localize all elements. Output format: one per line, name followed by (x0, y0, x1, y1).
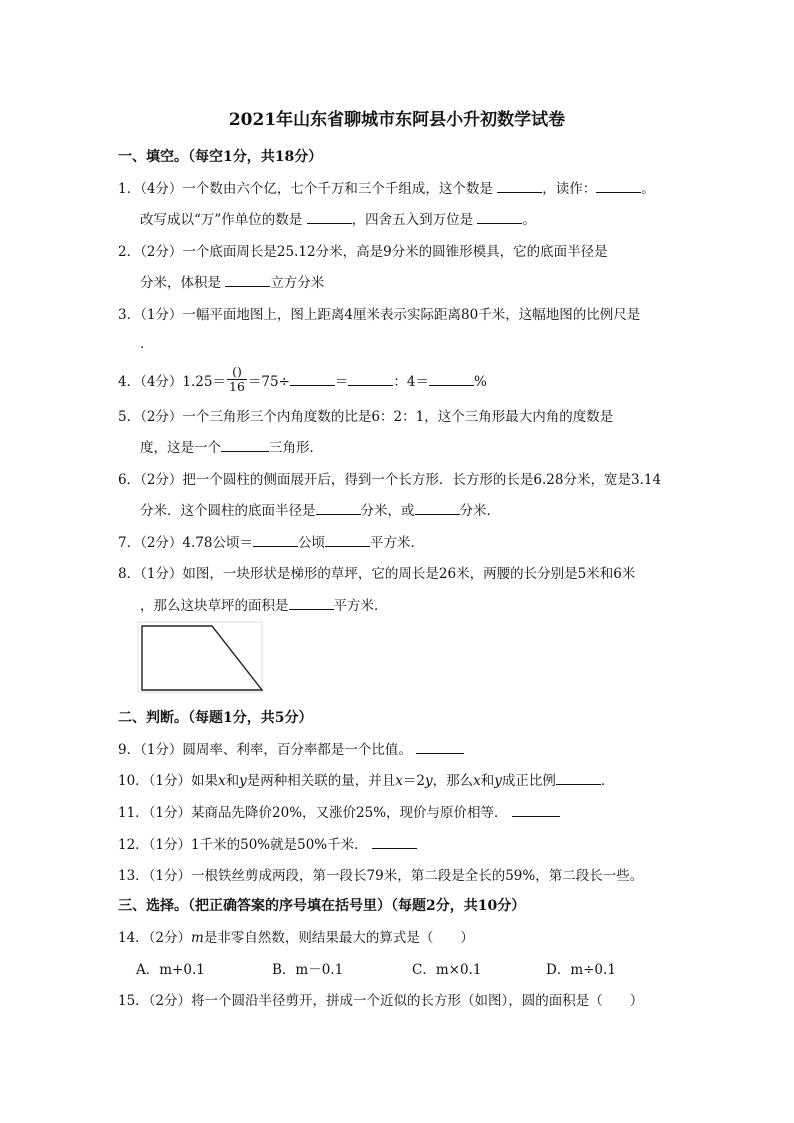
question-9 (118, 738, 464, 758)
q9-text: 9．（1分）圆周率、利率，百分率都是一个比值。 (118, 742, 412, 758)
q10-text-b: 和 (225, 773, 240, 789)
q14-option-c: C．m×0.1 (412, 962, 482, 978)
question-2-line-1: 2．（2分）一个底面周长是25.12分米，高是9分米的圆锥形模具，它的底面半径是 (118, 244, 608, 260)
q1-end-2: 。 (522, 212, 536, 228)
q4-blank-1 (290, 371, 335, 386)
q6-text-c: 分米． (459, 503, 500, 519)
question-13: 13．（1分）一根铁丝剪成两段，第一段长79米，第二段是全长的59%，第二段长一些。 (118, 868, 644, 884)
q10-text-f: 和 (480, 773, 495, 789)
figure-frame (138, 622, 262, 692)
exam-title: 2021年山东省聊城市东阿县小升初数学试卷 (228, 110, 566, 130)
question-6-line-2 (140, 499, 500, 519)
q4-mid-1: ＝75÷ (247, 374, 290, 390)
q6-blank-1 (316, 500, 361, 515)
q14-text-a: 14．（2分） (118, 930, 192, 946)
question-1-line-1 (118, 177, 655, 197)
question-15: 15．（2分）将一个圆沿半径剪开，拼成一个近似的长方形（如图），圆的面积是（ ） (118, 993, 644, 1009)
q8-blank-area (289, 595, 334, 610)
q5-blank-type (221, 437, 269, 452)
q10-blank (556, 770, 601, 785)
q2-text-b: 立方分米 (270, 275, 325, 291)
q8-text-a: ，那么这块草坪的面积是 (140, 598, 289, 614)
q1-end: 。 (641, 181, 655, 197)
q1-blank-round (477, 209, 522, 224)
q10-var-y: y (239, 773, 247, 789)
q10-var-x-2: x (395, 773, 403, 789)
q10-text-c: 是两种相关联的量，并且 (246, 773, 396, 789)
section-fill-in-header: 一、填空。（每空1分，共18分） (118, 149, 323, 165)
question-11 (118, 801, 560, 821)
q4-mid-3: ：4＝ (393, 374, 429, 390)
q6-text-a: 分米．这个圆柱的底面半径是 (140, 503, 316, 519)
trapezoid-figure (136, 620, 266, 694)
q8-text-b: 平方米． (333, 598, 388, 614)
q1-blank-number (497, 178, 542, 193)
trapezoid-shape (142, 626, 262, 690)
q2-blank-volume (225, 272, 270, 287)
q7-text-a: 7．（2分）4.78公顷＝ (118, 535, 253, 551)
q7-blank-1 (253, 532, 298, 547)
q11-text: 11．（1分）某商品先降价20%，又涨价25%，现价与原价相等． (118, 805, 508, 821)
question-10 (118, 769, 614, 789)
q10-text-e: ，那么 (432, 773, 474, 789)
q4-mid-2: ＝ (334, 374, 349, 390)
q7-text-b: 公顷 (298, 535, 325, 551)
question-5-line-2 (140, 436, 323, 456)
q1-blank-reading (596, 178, 641, 193)
q7-blank-2 (325, 532, 370, 547)
q5-text-a: 度，这是一个 (140, 440, 221, 456)
question-1-line-2 (140, 208, 536, 228)
q14-option-a: A．m+0.1 (136, 962, 205, 978)
q4-blank-3 (429, 371, 474, 386)
q14-option-d: D．m÷0.1 (546, 962, 616, 978)
question-14 (118, 926, 474, 946)
q11-blank (512, 802, 560, 817)
question-2-line-2 (140, 271, 324, 291)
section-judgment-header: 二、判断。（每题1分，共5分） (118, 710, 313, 726)
q4-fraction (227, 365, 247, 394)
q9-blank (416, 739, 464, 754)
q10-var-x-3: x (473, 773, 481, 789)
q4-blank-2 (348, 371, 393, 386)
q4-prefix: 4．（4分）1.25＝ (118, 374, 226, 390)
q12-text: 12．（1分）1千米的50%就是50%千米． (118, 837, 368, 853)
q1-text: 1．（4分）一个数由六个亿，七个千万和三个千组成，这个数是 (118, 181, 493, 197)
question-6-line-1: 6．（2分）把一个圆柱的侧面展开后，得到一个长方形．长方形的长是6.28分米，宽是3.14 (118, 472, 662, 488)
q14-var-m: m (191, 930, 204, 946)
q4-fraction-denominator: 16 (229, 379, 245, 394)
q2-text-a: 分米，体积是 (140, 275, 221, 291)
q10-text-a: 10．（1分）如果 (118, 773, 219, 789)
q6-text-b: 分米，或 (360, 503, 415, 519)
q12-blank (372, 834, 417, 849)
q4-suffix: % (474, 374, 487, 390)
q6-blank-2 (415, 500, 460, 515)
question-3-line-1: 3．（1分）一幅平面地图上，图上距离4厘米表示实际距离80千米，这幅地图的比例尺是 (118, 307, 641, 323)
question-5-line-1: 5．（2分）一个三角形三个内角度数的比是6：2：1，这个三角形最大内角的度数是 (118, 409, 614, 425)
question-7 (118, 531, 424, 551)
question-12 (118, 833, 417, 853)
question-8-line-2 (140, 594, 388, 614)
q1-blank-wan (307, 209, 352, 224)
q5-text-b: 三角形． (269, 440, 323, 456)
q7-text-c: 平方米． (370, 535, 424, 551)
question-4 (118, 364, 487, 397)
q10-text-h: ． (600, 773, 615, 789)
section-choice-header: 三、选择。（把正确答案的序号填在括号里）（每题2分，共10分） (118, 898, 526, 914)
q10-var-y-3: y (494, 773, 502, 789)
q1-text-2: 改写成以“万”作单位的数是 (140, 212, 303, 228)
q4-fraction-numerator: () (227, 365, 247, 380)
q14-option-b: B．m－0.1 (272, 962, 344, 978)
q10-var-x: x (218, 773, 226, 789)
q10-text-d: ＝2 (402, 773, 426, 789)
q1-mid: ，读作： (542, 181, 597, 197)
q14-text-b: 是非零自然数，则结果最大的算式是（ ） (203, 930, 474, 946)
q1-mid-2: ，四舍五入到万位是 (351, 212, 474, 228)
q10-text-g: 成正比例 (501, 773, 556, 789)
question-8-line-1: 8．（1分）如图，一块形状是梯形的草坪，它的周长是26米，两腰的长分别是5米和6米 (118, 566, 636, 582)
question-3-line-2: ． (140, 336, 154, 352)
q10-var-y-2: y (425, 773, 433, 789)
